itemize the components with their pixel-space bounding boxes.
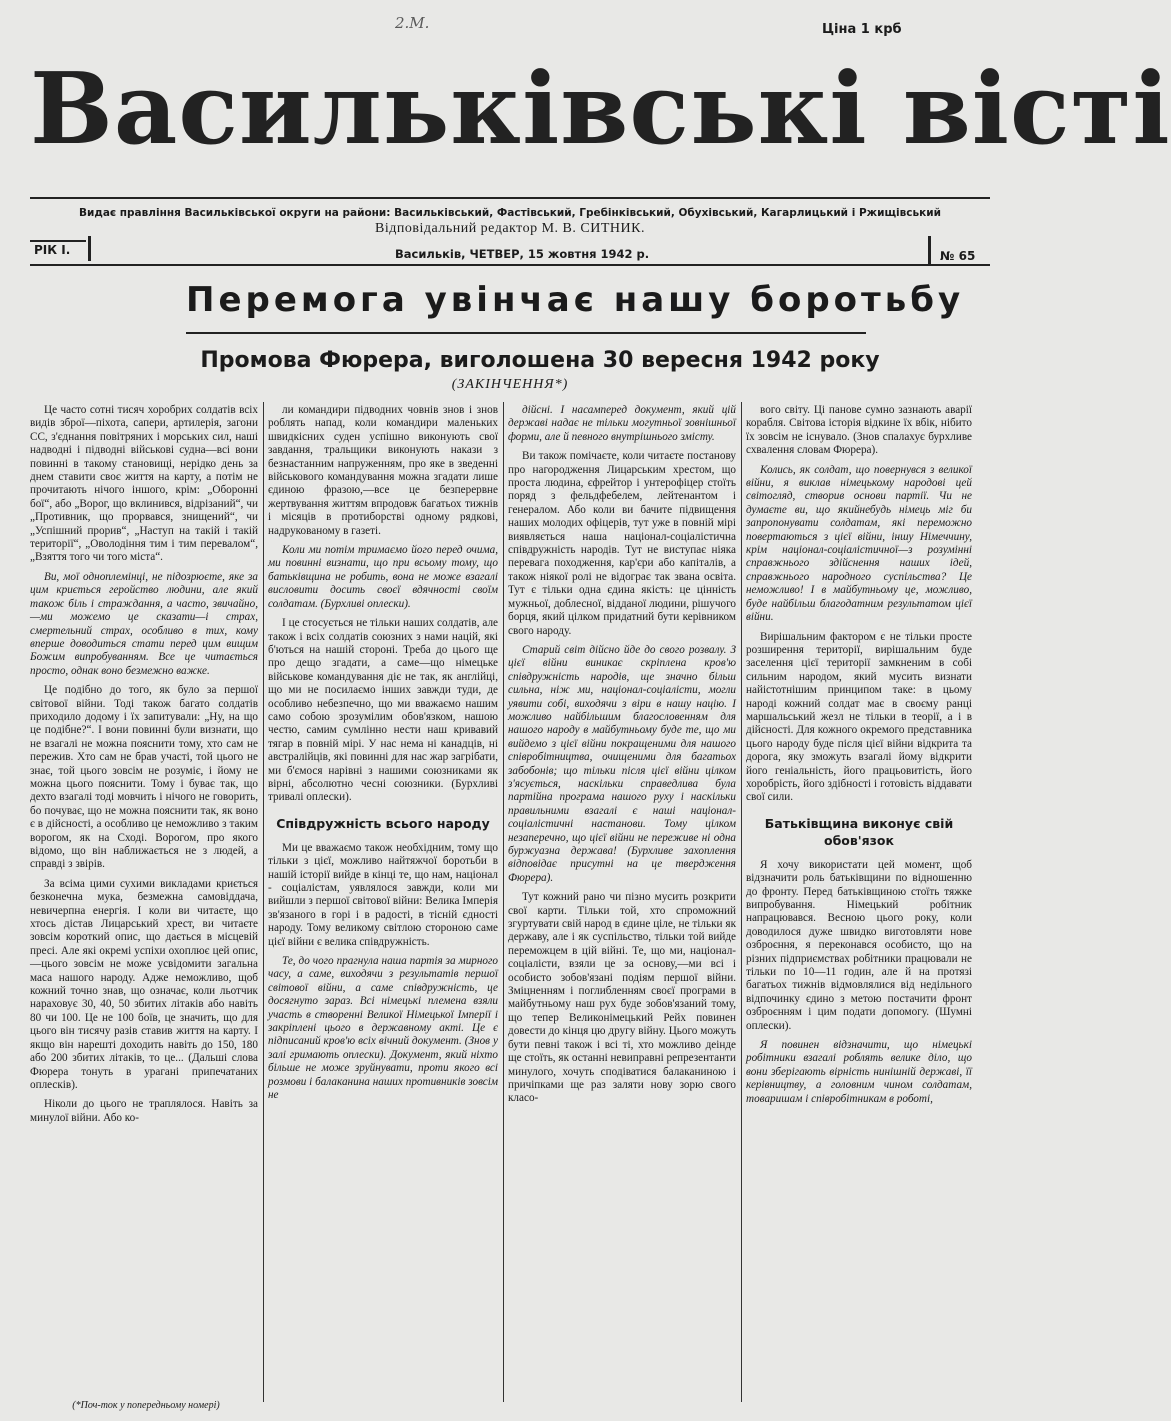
- article-paragraph: Коли ми потім тримаємо його перед очима, ми повинні визнати, що при всьому тому, що батьківщина не робить, вона не може взагалі висловити досить своєї вдячності своїм солдатам. (Бурхливі оплески).: [268, 544, 498, 610]
- article-column-1: [30, 404, 258, 1131]
- column-rule: [263, 402, 264, 1402]
- masthead: Васильківські вісті: [30, 52, 1171, 167]
- article-paragraph: Те, до чого прагнула наша партія за мирного часу, а саме, виходячи з результатів першої світової війни, а саме співдружність, це досягнуто зараз. Всі німецькі племена взяли участь в створенні Великої Німецької Імперії і закріплені цього в державному акті. Це є підписаний кров'ю всіх вічний документ. (Знов у залі гримають оплески). Документ, який ніхто більше не може зруйнувати, проти якого всі розмови і балаканина наших противників зовсім не: [268, 955, 498, 1102]
- publisher-line: Видає правління Васильківської округи на райони: Васильківський, Фастівський, Гребінківський, Обухівський, Кагарлицький і Ржищівський: [78, 207, 941, 219]
- article-paragraph: Ви, мої одноплемінці, не підозрюєте, яке за цим криється геройство людини, але який також біль і страждання, а часто, звичайно,—ми можемо це сказати—і страх, смертельний страх, особливо в тих, кому вперше доводиться стати перед цим вищим Божим випробуванням. Все це читається просто, однак воно безмежно важке.: [30, 570, 258, 677]
- year: РІК I.: [34, 243, 71, 257]
- headline-rule: [186, 332, 866, 334]
- article-paragraph: Вирішальним фактором є не тільки просте розширення території, вирішальним буде заселення цієї території замкненим в собі сильним народом, який мусить визнати найістотнішим принципом таке: в цьому народі кожний солдат має в своєму ранці маршальський жезл не тільки в теорії, а і в дійсності. Для кожного окремого представника цього народу буде після цієї війни відкрита та дорога, яку зможуть взагалі йому відкрити його геніальність, його працьовитість, його хоробрість, його здібності і готовість віддавати свої сили.: [746, 630, 972, 804]
- article-paragraph: Це подібно до того, як було за першої світової війни. Тоді також багато солдатів приходило додому і їх запитували: „Ну, на що це подібне?“. І вони повинні були визнати, що не взагалі не можна пояснити тому, хто сам не пережив. Хто сам не брав участі, той цього не знає, той цього зовсім не розуміє, і йому не можна цього пояснити. Тому і буває так, що дехто взагалі тоді мовчить і нічого не говорить, бо почуває, що не можна пояснити так, як воно є в дійсності, а особливо це неможливо з таким ворогом, як на Сході. Ворогом, про якого відомо, що він наближається не з людей, а справді з звірів.: [30, 684, 258, 871]
- subheadline: Промова Фюрера, виголошена 30 вересня 1942 року: [200, 348, 880, 373]
- dateline: Васильків, ЧЕТВЕР, 15 жовтня 1942 р.: [395, 247, 650, 261]
- article-column-2: [268, 404, 498, 1109]
- article-paragraph: Я хочу використати цей момент, щоб відзначити роль батьківщини по відношенню до фронту. Перед батьківщиною стоїть тяжке випробування. Німецький робітник напрацювався. Весною цього року, коли доводилося дуже швидко виготовляти нове озброєння, я переконався особисто, що на різних підприємствах робітники працювали не тільки по 10—11 годин, але й на протязі багатьох тижнів відмовлялися від недільного відпочинку єдино з метою постачити фронт озброєнням і цим подати допомогу. (Шумні оплески).: [746, 858, 972, 1032]
- article-paragraph: вого світу. Ці панове сумно зазнають аварії корабля. Світова історія відкине їх вбік, нібито їх зовсім не існувало. (Знов спалахує бурхливе схвалення словам Фюрера).: [746, 404, 972, 457]
- article-column-4: [746, 404, 972, 1112]
- column-rule: [741, 402, 742, 1402]
- article-paragraph: Я повинен відзначити, що німецькі робітники взагалі роблять велике діло, що вони зберігають вірність нинішній державі, її керівництву, а головним чином солдатам, товаришам і співробітникам в роботі,: [746, 1039, 972, 1105]
- article-paragraph: Тут кожний рано чи пізно мусить розкрити свої карти. Тільки той, хто спроможний згуртувати свій народ в єдине ціле, не тільки як державу, але і як суспільство, тільки той вийде переможцем в цій війні. Те, що ми, націонал-соціалісти, взяли це за основу,—ми всі і особисто зобов'язані подіям першої війни. Зміцненням і поглибленням своєї програми в майбутньому наш рух буде зобов'язаний тому, що тепер Великонімецький Рейх повинен довести до кінця цю другу війну. Цього можуть бути певні також і всі ті, хто можливо деінде ще стоїть, як останні невиправні репрезентанти минулого, хочуть сподіватися балаканиною і причіпками ще раз заляти нову зорю свого класо-: [508, 891, 736, 1105]
- article-paragraph: Ніколи до цього не траплялося. Навіть за минулої війни. Або ко-: [30, 1098, 258, 1124]
- issue-number: № 65: [940, 249, 976, 263]
- handwritten-note: 2.М.: [395, 14, 430, 32]
- article-paragraph: Це часто сотні тисяч хоробрих солдатів всіх видів зброї—піхота, сапери, артилерія, загони СС, з'єднання повітряних і морських сил, наші надводні і підводні військові судна—всі вони повинні в такому становищі, нерідко день за днем ставити своє життя на карту, а потім не прочитають нічого іншого, крім: „Оборонні бої“, або „Ворог, що вклинився, відрізаний“, чи „Противник, що прорвався, знищений“, чи „Успішний прорив“, „Наступ на такій і такій території“, „Оволодіння тим і тим перевалом“, „Взяття того чи того міста“.: [30, 404, 258, 564]
- article-paragraph: ли командири підводних човнів знов і знов роблять напад, коли командири маленьких швидкісних суден успішно виконують свої завдання, тральщики виконують накази з безнастанним напруженням, про яке в зведенні військового командування можна згадати лише єдиною фразою,—все це безперервне жертвування життям впродовж багатьох тижнів і місяців в протиборстві одному рядкові, надрукованому в газеті.: [268, 404, 498, 537]
- article-paragraph: Колись, як солдат, що повернувся з великої війни, я виклав німецькому народові цей світогляд, створив основи партії. Чи не думаєте ви, що якийнебудь німець міг би запропонувати солдатам, які переможно повертаються з цієї війни, іншу Німеччину, крім націонал-соціалістичної—з розумінні справжнього здійснення наших ідей, справжнього народного суспільства? Це неможливо! І в майбутньому це, можливо, буде найбільш благодатним результатом цієї війни.: [746, 463, 972, 624]
- article-paragraph: Ми це вважаємо також необхідним, тому що тільки з цієї, можливо найтяжчої боротьби в нашій історії вийде в кінці те, що нам, націонал - соціалістам, уявлялося завжди, коли ми вийшли з першої світової війни: Велика Імперія зв'язаного в горі і в радості, в тісній єдності народу. Тому великому світлою стороною саме цієї війни є велика співдружність.: [268, 841, 498, 948]
- column-rule: [503, 402, 504, 1402]
- section-heading: Співдружність всього народу: [276, 815, 490, 831]
- masthead-rule: [30, 197, 990, 199]
- article-column-3: [508, 404, 736, 1112]
- price: Ціна 1 крб: [822, 22, 902, 37]
- year-separator: [88, 236, 91, 261]
- article-paragraph: За всіма цими сухими викладами криється безконечна мука, безмежна самовіддача, невичерпна енергія. І коли ви читаєте, що хтось дістав Лицарський хрест, ви читаєте зовсім короткий опис, що дається в місцевій пресі. Але які окремі успіхи охоплює цей опис,—цього зовсім не може усвідомити загальна маса нашого народу. Адже неможливо, щоб кожний точно знав, що означає, коли льотчик нараховує 30, 40, 50 збитих літаків або навіть 80 чи 100. Це не 100 боїв, це значить, що для цього він тисячу разів ставив життя на карту. І якщо він нарешті доходить навіть до 150, 180 або 200 збитих літаків, то це... (Дальші слова Фюрера тонуть в урагані припечатаних оплесків).: [30, 877, 258, 1091]
- year-rule: [30, 240, 86, 242]
- footnote: (*Поч-ток у попередньому номері): [72, 1400, 220, 1411]
- continuation-label: (ЗАКІНЧЕННЯ*): [451, 377, 569, 392]
- issue-separator: [928, 236, 931, 266]
- article-paragraph: дійсні. І насамперед документ, який цій державі надає не тільки могутньої зовнішньої форми, але й певного внутрішнього змісту.: [508, 404, 736, 443]
- article-paragraph: Старий світ дійсно йде до свого розвалу. З цієї війни виникає скріплена кров'ю співдружність народів, ще значно більш сильна, ніж ми, націонал-соціалісти, могли уявити собі, виходячи з віри в нашу націю. І можливо найбільшим благословенням для нашого народу в майбутньому буде те, що ми вийдемо з цієї війни покращеними для нашого співробітництва, очищеними для багатьох забобонів; що тільки після цієї війни цілком з'ясується, наскільки справедлива була партійна програма нашого руху і наскільки правильними взагалі є наші націонал-соціалістичні настанови. Тому цілком незаперечно, що цієї війни не переживе ні одна буржуазна держава! (Бурхливе захоплення відповідає присутні на це твердження Фюрера).: [508, 643, 736, 884]
- article-paragraph: І це стосується не тільки наших солдатів, але також і всіх солдатів союзних з нами націй, які б'ються на нашій стороні. Треба до цього ще про дещо згадати, а саме—що німецьке військове командування діє не так, як англійці, що ми не посилаємо інших завжди туди, де особливо небезпечно, що ми вважаємо нашим само собою зрозумілим обов'язком, нашою честю, самим сумлінно нести наш кривавий тягар в повній мірі. У нас нема ні канадців, ні австралійців, які повинні для нас жар загрібати, ми б'ємося нарівні з нашими союзниками як вірні, абсолютно чесні союзники. (Бурхливі тривалі оплески).: [268, 617, 498, 804]
- section-heading: Батьківщина виконує свій обов'язок: [764, 815, 954, 848]
- dateline-rule: [30, 264, 990, 266]
- editor-line: Відповідальний редактор М. В. СИТНИК.: [375, 221, 645, 236]
- headline: Перемога увінчає нашу боротьбу: [186, 280, 965, 320]
- article-paragraph: Ви також помічаєте, коли читаєте постанову про нагородження Лицарським хрестом, що проста людина, єфрейтор і унтерофіцер стоїть поряд з фельдфебелем, лейтенантом і генералом. Або коли ви бачите підвищення наших молодих офіцерів, тут уже в повній мірі виявляється наша націонал-соціалістична співдружність народів. Тут не виступає ніяка перевага походження, кар'єри або капіталів, а також ніякої ролі не відограє так звана освіта. Тут є тільки одна єдина якість: це цінність мужньої, доблесної, відданої людини, рішучого борця, який цілком придатний бути керівником свого народу.: [508, 450, 736, 637]
